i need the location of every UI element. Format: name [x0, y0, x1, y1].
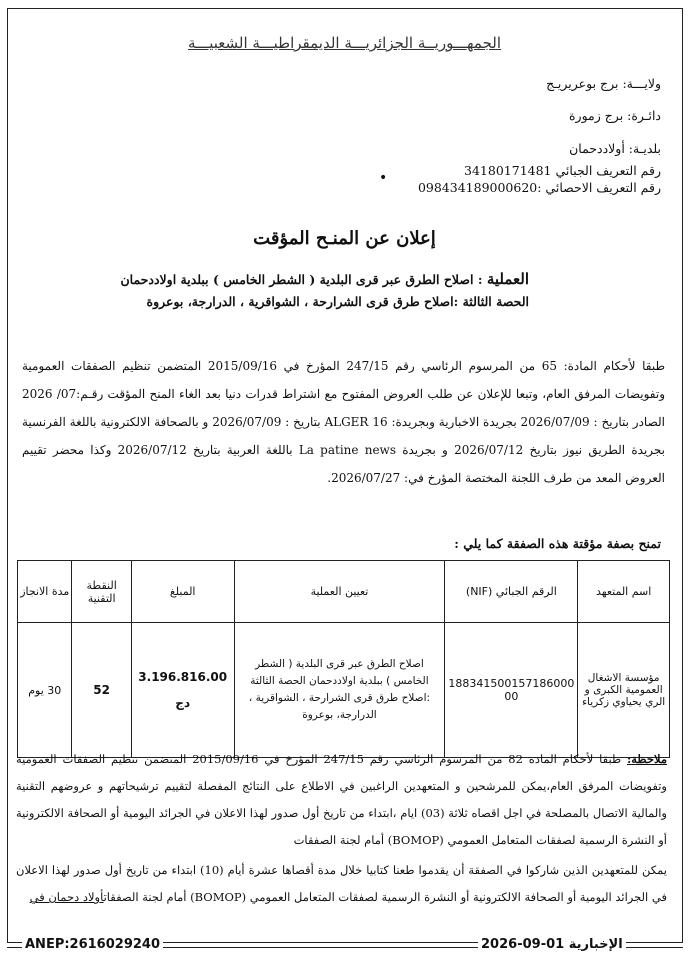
cell-bidder: مؤسسة الاشغال العمومية الكبرى و الري يحياوي زكرياء — [578, 623, 670, 758]
appeal-paragraph — [16, 857, 667, 911]
dot-mark: • — [379, 170, 388, 186]
operation-label: العملية — [486, 270, 529, 288]
appeal-end: أولاد دحمان في — [29, 890, 104, 904]
commune-line: بلديـة: أولاددحمان — [569, 141, 661, 156]
tax-id-line: رقم التعريف الجبائي 34180171481 — [464, 163, 661, 178]
header-nif: الرقم الجبائي (NIF) — [445, 561, 578, 623]
daira-line: دائـرة: برج زمورة — [568, 108, 661, 123]
cell-score: 52 — [72, 623, 131, 758]
table-row — [18, 623, 670, 758]
newspaper-date: الإخبارية 01-09-2026 — [478, 937, 626, 952]
header-designation: تعيين العملية — [234, 561, 445, 623]
header-bidder: اسم المتعهد — [578, 561, 670, 623]
republic-header: الجمهـــوريــة الجزائريـــة الديمقراطيـــة الشعبيـــة — [187, 34, 502, 52]
wilaya-line: ولايـــة: برج بوعريريـج — [546, 76, 661, 91]
note-label: ملاحظة: — [627, 752, 667, 766]
main-paragraph: طبقا لأحكام المادة: 65 من المرسوم الرئاسي رقم 247/15 المؤرخ في 2015/09/16 المتضمن تنظيم الصفقات العمومية وتفويضات المرفق العام، وتبعا للإعلان عن طلب العروض المفتوح مع اشتراط قدرات دنيا بعد الغاء المنح المؤقت رقـم:07/ 2026 الصادر بتاريخ : 2026/07/09 بجريدة الاخبارية وبجريدة: ALGER 16 بتاريخ : 2026/07/09 و بالصحافة الالكترونية باللغة الفرنسية بجريدة الطريق نيوز بتاريخ 2026/07/12 و بجريدة La patine news باللغة العربية بتاريخ 2026/07/12 وكذا محضر تقييم العروض المعد من طرف اللجنة المختصة المؤرخ في: 2026/07/27. — [22, 359, 666, 485]
table-header-row — [18, 561, 670, 623]
grant-line: تمنح بصفة مؤقتة هذه الصفقة كما يلي : — [454, 536, 661, 551]
note-text: طبقا لأحكام المادة 82 من المرسوم الرئاسي رقم 247/15 المؤرخ في 2015/09/16 المتضمن تنظيم الصفقات العمومية وتفويضات المرفق العام،يمكن للمرشحين و المتعهدين الراغبين في الاطلاع على النتائج المفصلة لتقييم ترشيحاتهم و عروضهم التقنية والمالية الاتصال بالمصلحة في اجل اقصاه ثلاثة (03) ايام ،ابتداء من تاريخ أول صدور لهذا الاعلان في الجرائد اليومية أو الصحافة الالكترونية أو النشرة الرسمية لصفقات المتعامل العمومي (BOMOP) أمام لجنة الصفقات — [16, 752, 667, 847]
announcement-title: إعلان عن المنـح المؤقت — [253, 228, 436, 249]
award-table — [17, 560, 670, 758]
amount-value: 3.196.816.00 — [138, 670, 228, 684]
cell-nif: 188341500157186000 00 — [445, 623, 578, 758]
header-amount: المبلغ — [131, 561, 234, 623]
operation-text: : اصلاح الطرق عبر قرى البلدية ( الشطر الخامس ) ببلدية اولاددحمان — [120, 272, 487, 287]
appeal-text: يمكن للمتعهدين الذين شاركوا في الصفقة أن يقدموا طعنا كتابيا خلال مدة أقصاها عشرة أيام (10) ابتداء من تاريخ أول صدور لهذا الاعلان في الجرائد اليومية أو الصحافة الالكترونية أو النشرة الرسمية لصفقات المتعامل العمومي (BOMOP) أمام لجنة الصفقات — [16, 863, 667, 904]
note-paragraph — [16, 746, 667, 854]
footer — [0, 935, 689, 955]
cell-designation: اصلاح الطرق عبر قرى البلدية ( الشطر الخامس ) ببلدية اولاددحمان الحصة الثالثة :اصلاح طرق قرى الشرارحة ، الشواقرية ، الدرارجة، بوعروة — [234, 623, 445, 758]
stat-id-line: رقم التعريف الاحصائي :098434189000620 — [417, 180, 661, 195]
amount-currency: دج — [175, 696, 191, 710]
cell-duration: 30 يوم — [18, 623, 72, 758]
cell-amount — [131, 623, 234, 758]
header-duration: مدة الانجاز — [18, 561, 72, 623]
lot-line: الحصة الثالثة :اصلاح طرق قرى الشرارحة ، الشواقرية ، الدرارجة، بوعروة — [146, 294, 529, 309]
anep-number: ANEP:2616029240 — [22, 937, 163, 952]
header-score: النقطة التقنية — [72, 561, 131, 623]
operation-line — [120, 270, 529, 288]
